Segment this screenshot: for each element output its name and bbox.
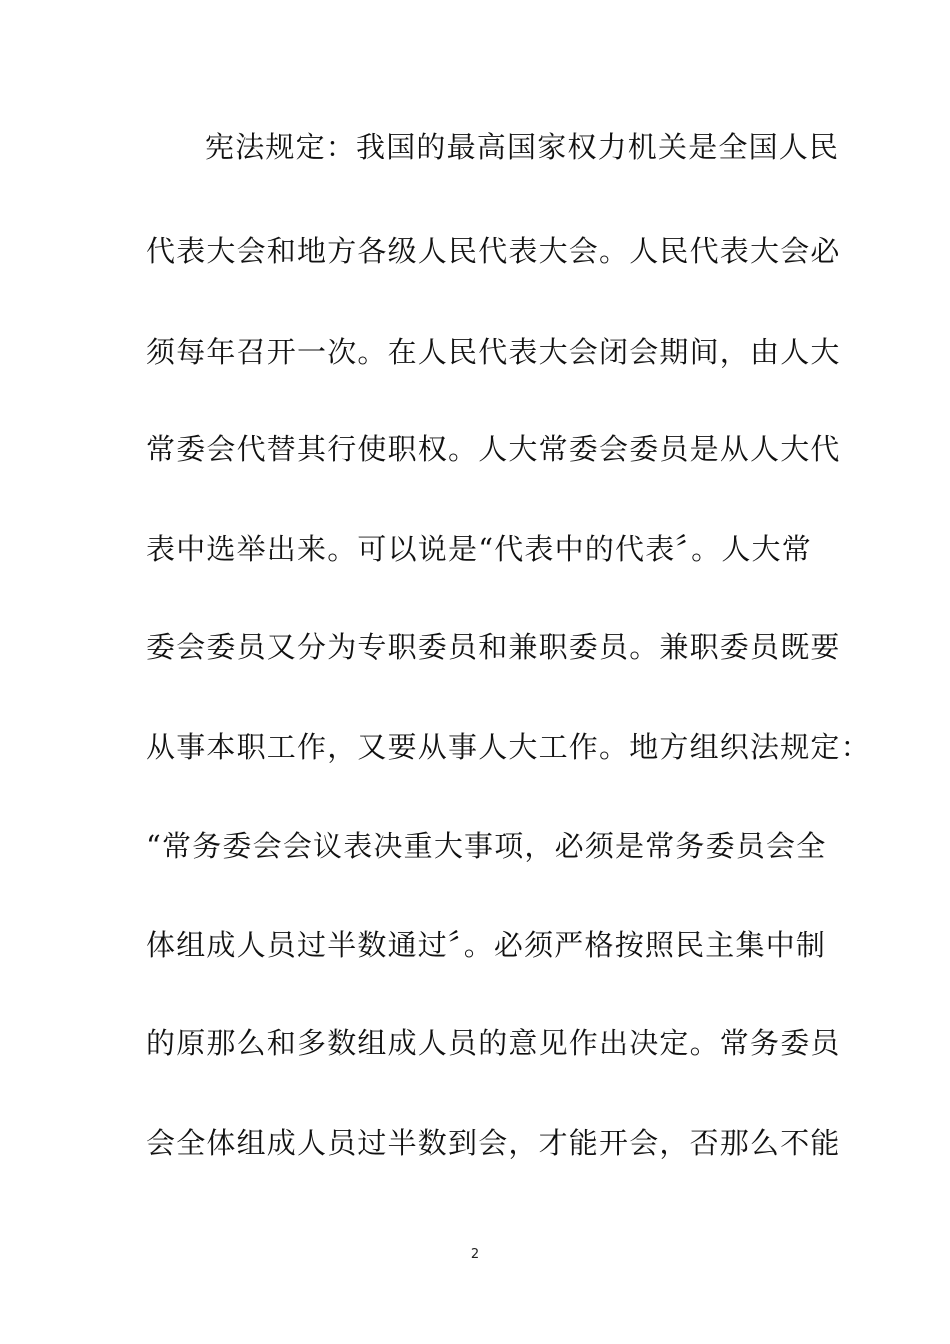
paragraph-line-1: 宪法规定：我国的最高国家权力机关是全国人民 [205, 130, 840, 164]
paragraph-line-5: 表中选举出来。可以说是“代表中的代表〞。人大常 [146, 532, 812, 566]
paragraph-line-4: 常委会代替其行使职权。人大常委会委员是从人大代 [146, 432, 841, 466]
page-number: 2 [470, 1247, 480, 1262]
paragraph-line-9: 体组成人员过半数通过〞。必须严格按照民主集中制 [146, 928, 827, 962]
paragraph-line-2: 代表大会和地方各级人民代表大会。人民代表大会必 [146, 234, 841, 268]
paragraph-line-6: 委会委员又分为专职委员和兼职委员。兼职委员既要 [146, 630, 841, 664]
paragraph-line-3: 须每年召开一次。在人民代表大会闭会期间，由人大 [146, 335, 841, 369]
paragraph-line-10: 的原那么和多数组成人员的意见作出决定。常务委员 [146, 1026, 841, 1060]
paragraph-line-7: 从事本职工作，又要从事人大工作。地方组织法规定： [146, 730, 871, 764]
paragraph-line-11: 会全体组成人员过半数到会，才能开会，否那么不能 [146, 1126, 841, 1160]
paragraph-line-8: “常务委会会议表决重大事项，必须是常务委员会全 [146, 829, 827, 863]
